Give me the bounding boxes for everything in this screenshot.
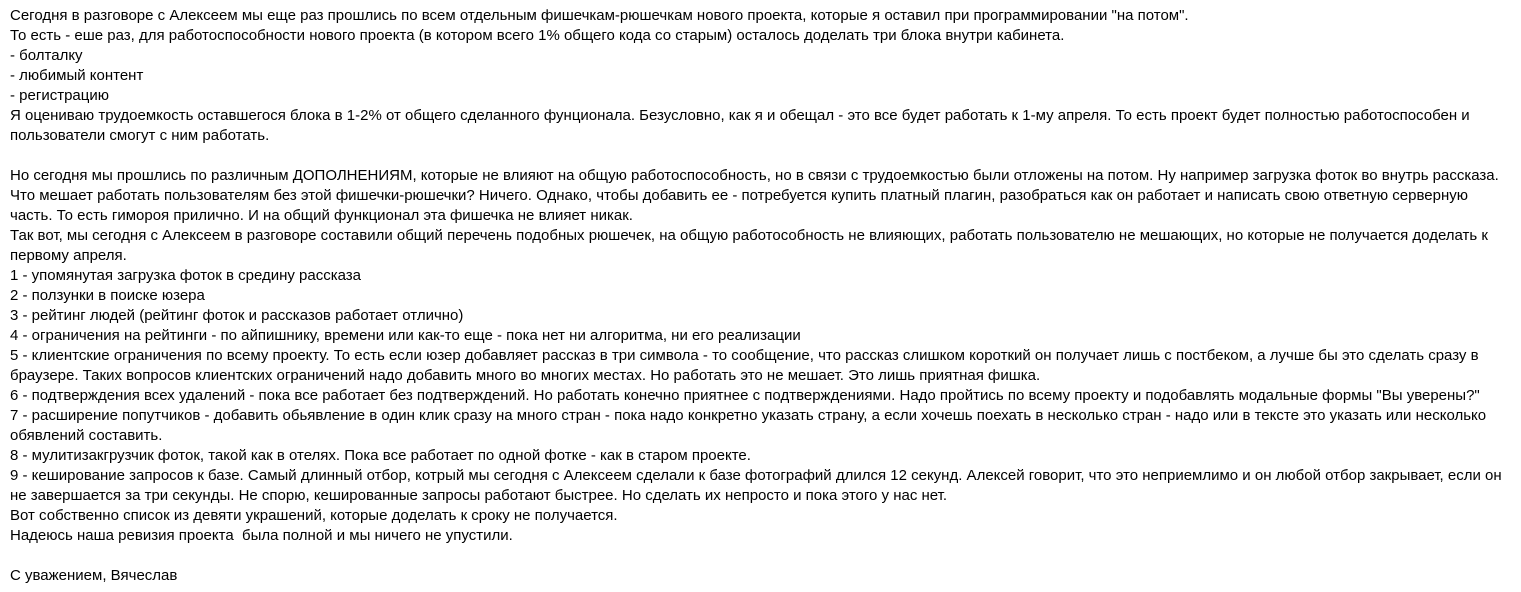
paragraph: Так вот, мы сегодня с Алексеем в разговоре составили общий перечень подобных рюшечек, на общую работособность не влияющих, работать пользователю не мешающих, но которые не получается доделать к первому апреля. <box>10 227 1493 264</box>
paragraph: Но сегодня мы прошлись по различным ДОПОЛНЕНИЯМ, которые не влияют на общую работоспособность, но в связи с трудоемкостью были отложены на потом. Ну например загрузка фоток во внутрь рассказа. Что мешает работать пользователям без этой фишечки-рюшечки? Ничего. Однако, чтобы добавить ее - потребуется купить платный плагин, разобраться как он работает и написать свою ответную серверную часть. То есть гимороя прилично. И на общий функционал эта фишечка не влияет никак. <box>10 167 1503 224</box>
paragraph: 5 - клиентские ограничения по всему проекту. То есть если юзер добавляет рассказ в три символа - то сообщение, что рассказ слишком короткий он получает лишь с постбеком, а лучше бы это сделать сразу в браузере. Таких вопросов клиентских ограничений надо добавить много во многих местах. Но работать это не мешает. Это лишь приятная фишка. <box>10 347 1483 384</box>
paragraph: Я оцениваю трудоемкость оставшегося блока в 1-2% от общего сделанного фунционала. Безусловно, как я и обещал - это все будет работать к 1-му апреля. То есть проект будет полностью работоспособен и пользователи смогут с ним работать. <box>10 107 1474 144</box>
paragraph: 7 - расширение попутчиков - добавить обьявление в один клик сразу на много стран - пока надо конкретно указать страну, а если хочешь поехать в несколько стран - надо или в тексте это указать или несколько обявлений составить. <box>10 407 1491 444</box>
paragraph: 9 - кеширование запросов к базе. Самый длинный отбор, котрый мы сегодня с Алексеем сделали к базе фотографий длился 12 секунд. Алексей говорит, что это неприемлимо и он любой отбор закрывает, если он не завершается за три секунды. Не спорю, кешированные запросы работают быстрее. Но сделать их непросто и пока этого у нас нет. <box>10 467 1506 504</box>
paragraph: 8 - мулитизакгрузчик фоток, такой как в отелях. Пока все работает по одной фотке - как в старом проекте. <box>10 447 751 464</box>
paragraph: Надеюсь наша ревизия проекта была полной и мы ничего не упустили. <box>10 527 513 544</box>
paragraph: - болталку <box>10 47 83 64</box>
blank-line <box>10 146 1511 166</box>
paragraph: 1 - упомянутая загрузка фоток в средину рассказа <box>10 267 362 284</box>
paragraph: Вот собственно список из девяти украшений, которые доделать к сроку не получается. <box>10 507 618 524</box>
paragraph: - регистрацию <box>10 87 109 104</box>
blank-line <box>10 546 1511 566</box>
paragraph: С уважением, Вячеслав <box>10 567 178 584</box>
paragraph: 4 - ограничения на рейтинги - по айпишнику, времени или как-то еще - пока нет ни алгоритма, ни его реализации <box>10 327 801 344</box>
paragraph: 2 - ползунки в поиске юзера <box>10 287 205 304</box>
paragraph: - любимый контент <box>10 67 144 84</box>
paragraph: 6 - подтверждения всех удалений - пока все работает без подтверждений. Но работать конечно приятнее с подтверждениями. Надо пройтись по всему проекту и подобавлять модальные формы "Вы уверены?" <box>10 387 1480 404</box>
paragraph: Сегодня в разговоре с Алексеем мы еще раз прошлись по всем отдельным фишечкам-рюшечкам нового проекта, которые я оставил при программировании "на потом". <box>10 7 1189 24</box>
paragraph: То есть - еше раз, для работоспособности нового проекта (в котором всего 1% общего кода со старым) осталось доделать три блока внутри кабинета. <box>10 27 1065 44</box>
paragraph: 3 - рейтинг людей (рейтинг фоток и рассказов работает отлично) <box>10 307 464 324</box>
